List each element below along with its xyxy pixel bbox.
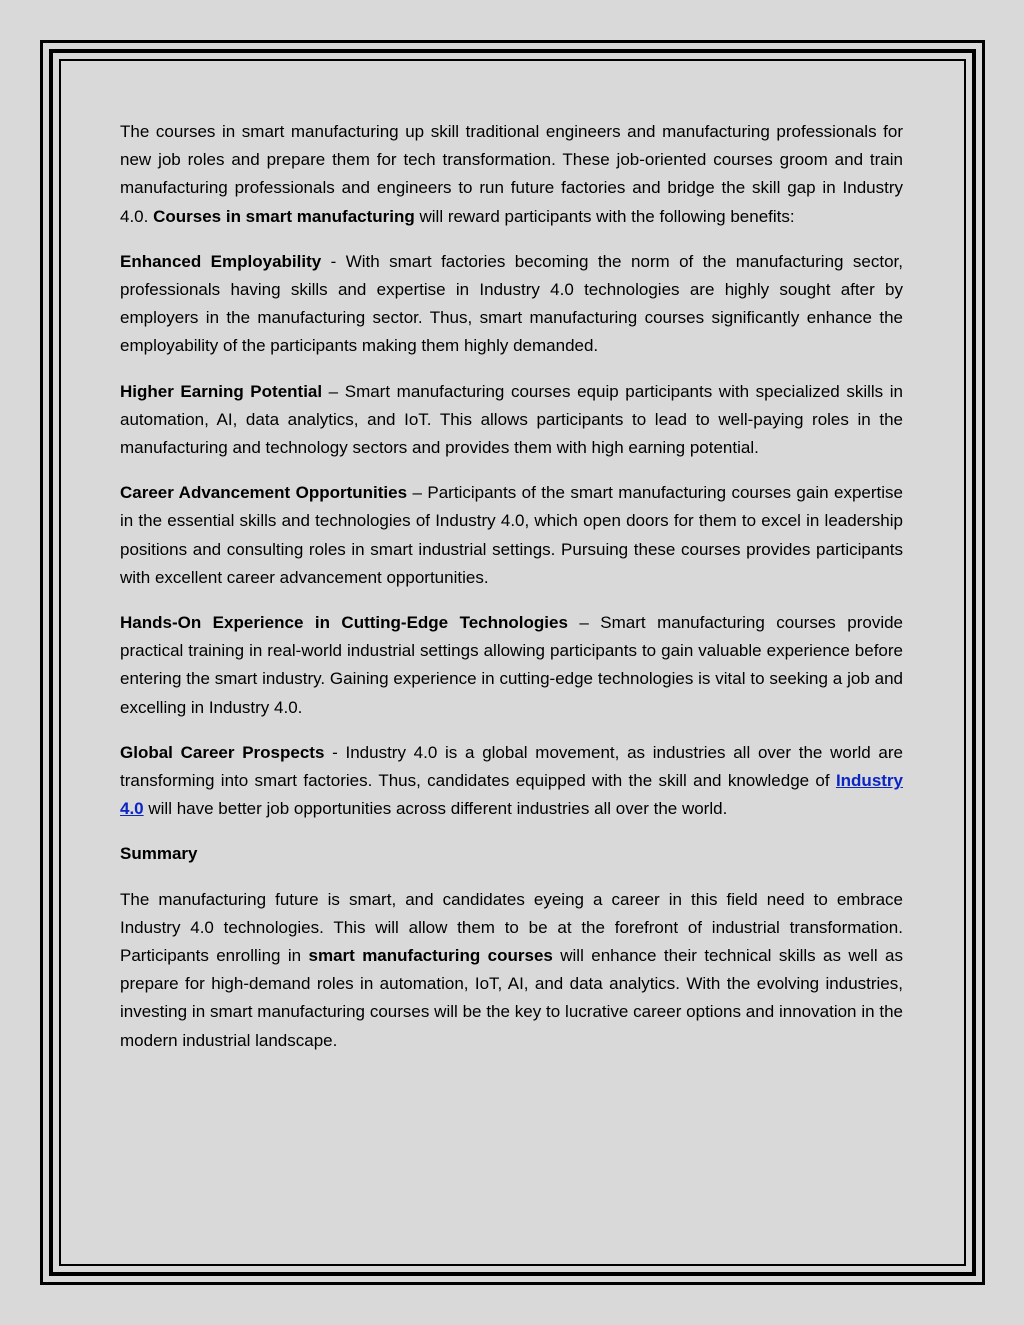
benefit-text: - Industry 4.0 is a global movement, as industries all over the world are transforming into smart factories. Thus, candidates equipped with the skill and knowledge of bbox=[120, 742, 903, 791]
benefit-text: - With smart factories becoming the norm of the manufacturing sector, professionals having skills and expertise in Industry 4.0 technologies are highly sought after by employers in the manufacturing sector. Thus, smart manufacturing courses significantly enhance the employability of the participants making them highly demanded. bbox=[120, 251, 903, 356]
benefit-heading: Hands-On Experience in Cutting-Edge Technologies bbox=[120, 613, 568, 633]
summary-bold-phrase: smart manufacturing courses bbox=[308, 946, 553, 966]
benefit-paragraph-employability bbox=[120, 248, 903, 361]
industry-4-0-link[interactable]: Industry 4.0 bbox=[120, 771, 903, 819]
benefit-paragraph-experience bbox=[120, 609, 903, 722]
summary-heading: Summary bbox=[120, 844, 198, 864]
intro-bold-phrase: Courses in smart manufacturing bbox=[153, 206, 415, 226]
benefit-paragraph-earning bbox=[120, 378, 903, 463]
benefit-heading: Career Advancement Opportunities bbox=[120, 483, 408, 503]
summary-heading-paragraph bbox=[120, 840, 903, 868]
benefit-text: – Participants of the smart manufacturing courses gain expertise in the essential skills and technologies of Industry 4.0, which open doors for them to excel in leadership positions and consulting roles in smart industrial settings. Pursuing these courses provides participants with excellent career advancement opportunities. bbox=[120, 483, 903, 587]
summary-text-1: The manufacturing future is smart, and candidates eyeing a career in this field need to embrace Industry 4.0 technologies. This will allow them to be at the forefront of industrial transformation. Participants enrolling in bbox=[120, 889, 903, 966]
intro-text-2: will reward participants with the following benefits: bbox=[414, 206, 795, 226]
benefit-paragraph-global bbox=[120, 739, 903, 824]
intro-paragraph bbox=[120, 118, 903, 231]
benefit-heading: Global Career Prospects bbox=[120, 742, 325, 762]
summary-paragraph bbox=[120, 886, 903, 1055]
benefit-text: – Smart manufacturing courses equip participants with specialized skills in automation, AI, data analytics, and IoT. This allows participants to lead to well-paying roles in the manufacturing and technology sectors and provides them with high earning potential. bbox=[120, 381, 903, 458]
benefit-text: – Smart manufacturing courses provide practical training in real-world industrial settings allowing participants to gain valuable experience before entering the smart industry. Gaining experience in cutting-edge technologies is vital to seeking a job and excelling in Industry 4.0. bbox=[120, 613, 904, 717]
benefit-paragraph-advancement bbox=[120, 479, 903, 592]
summary-text-2: will enhance their technical skills as well as prepare for high-demand roles in automation, IoT, AI, and data analytics. With the evolving industries, investing in smart manufacturing courses will be the key to lucrative career options and innovation in the modern industrial landscape. bbox=[120, 946, 904, 1050]
benefit-heading: Higher Earning Potential bbox=[120, 381, 323, 401]
document-body bbox=[120, 118, 903, 1072]
benefit-text: will have better job opportunities across different industries all over the world. bbox=[143, 799, 728, 819]
benefit-heading: Enhanced Employability bbox=[120, 251, 322, 271]
intro-text-1: The courses in smart manufacturing up skill traditional engineers and manufacturing professionals for new job roles and prepare them for tech transformation. These job-oriented courses groom and train manufacturing professionals and engineers to run future factories and bridge the skill gap in Industry 4.0. bbox=[120, 122, 903, 226]
